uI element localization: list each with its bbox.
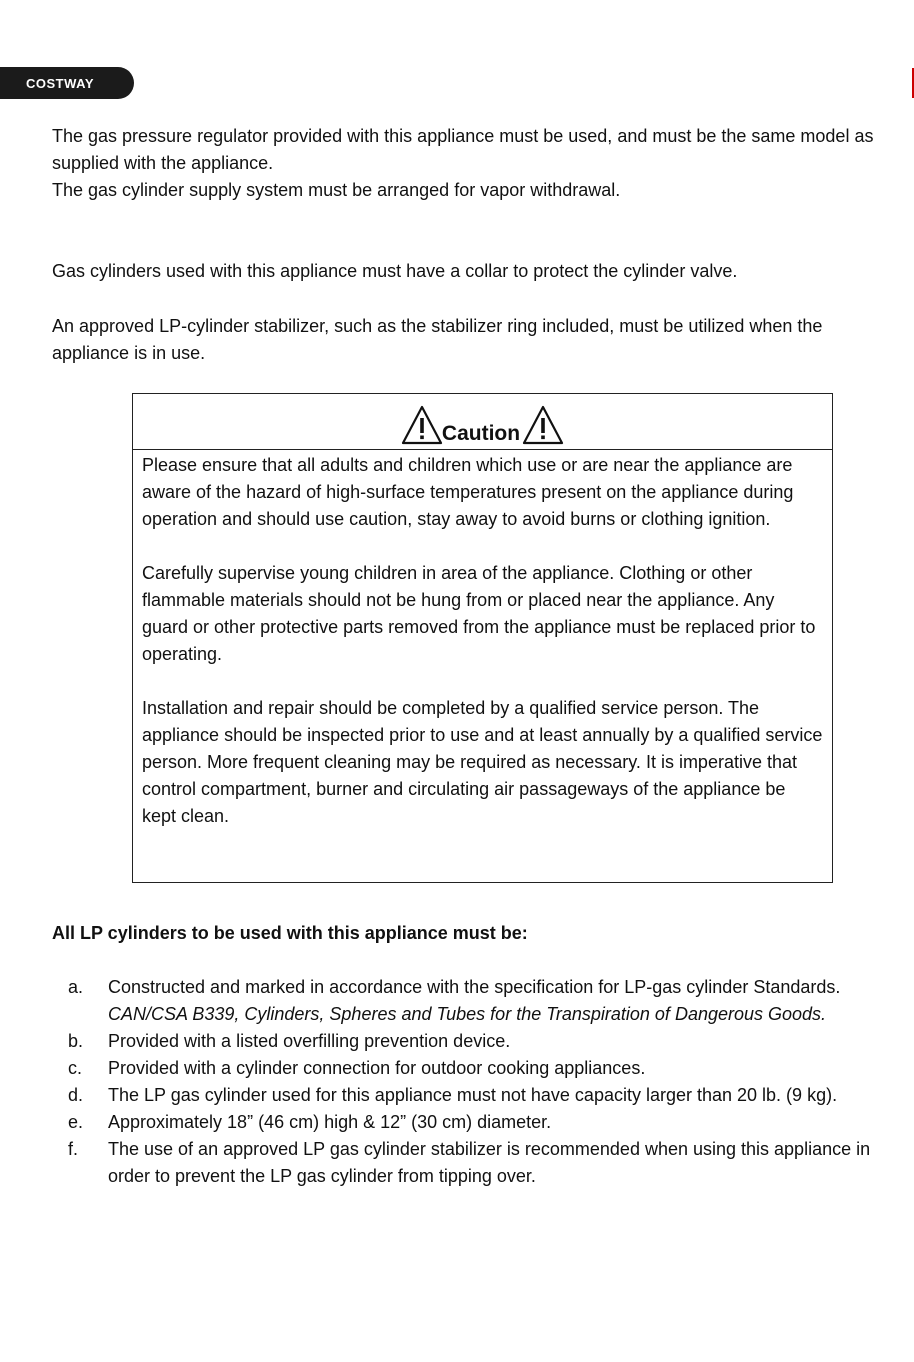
caution-paragraph-hot-surface: Please ensure that all adults and children which use or are near the appliance are aware of the hazard of high-surface temperatures present on the appliance during operation and should use caution, stay away to avoid burns or clothing ignition. xyxy=(142,455,794,529)
intro-collar-paragraph: Gas cylinders used with this appliance must have a collar to protect the cylinder valve. xyxy=(52,261,738,281)
intro-regulator-paragraph xyxy=(52,123,902,204)
list-item xyxy=(52,1136,897,1190)
list-item xyxy=(52,1082,897,1109)
list-item xyxy=(52,1109,897,1136)
list-item-text: Constructed and marked in accordance with the specification for LP-gas cylinder Standards. xyxy=(108,977,841,997)
list-item-text: Approximately 18” (46 cm) high & 12” (30 cm) diameter. xyxy=(108,1112,552,1132)
list-item-letter: f. xyxy=(68,1139,79,1159)
list-item-standard-title: CAN/CSA B339, Cylinders, Spheres and Tubes for the Transpiration of Dangerous Goods. xyxy=(108,1004,827,1024)
caution-box xyxy=(132,393,833,883)
intro-regulator-text: The gas pressure regulator provided with this appliance must be used, and must be the same model as supplied with the appliance. xyxy=(52,126,874,173)
requirements-list xyxy=(52,974,897,1190)
brand-name: COSTWAY xyxy=(25,75,95,91)
list-item-letter: c. xyxy=(68,1058,83,1078)
list-item-text: Provided with a listed overfilling prevention device. xyxy=(108,1031,511,1051)
list-item-text: The use of an approved LP gas cylinder stabilizer is recommended when using this appliance in order to prevent the LP gas cylinder from tipping over. xyxy=(108,1139,871,1186)
caution-paragraph-service: Installation and repair should be completed by a qualified service person. The appliance should be inspected prior to use and at least annually by a qualified service person. More frequent cleaning may be required as necessary. It is imperative that control compartment, burner and circulating air passageways of the appliance be kept clean. xyxy=(142,698,823,826)
warning-triangle-icon xyxy=(400,404,444,446)
list-item xyxy=(52,1028,897,1055)
requirements-heading: All LP cylinders to be used with this appliance must be: xyxy=(52,923,528,943)
list-item-text: The LP gas cylinder used for this appliance must not have capacity larger than 20 lb. (9 kg). xyxy=(108,1085,838,1105)
caution-title: Caution xyxy=(441,422,521,445)
intro-stabilizer-paragraph: An approved LP-cylinder stabilizer, such as the stabilizer ring included, must be utilized when the appliance is in use. xyxy=(52,316,823,363)
brand-logo xyxy=(0,67,134,99)
warning-triangle-icon xyxy=(521,404,565,446)
list-item-text: Provided with a cylinder connection for outdoor cooking appliances. xyxy=(108,1058,646,1078)
list-item-letter: a. xyxy=(68,977,84,997)
list-item xyxy=(52,974,897,1028)
caution-body xyxy=(133,450,832,830)
caution-header xyxy=(133,394,832,450)
list-item-letter: b. xyxy=(68,1031,84,1051)
list-item xyxy=(52,1055,897,1082)
intro-vapor-text: The gas cylinder supply system must be arranged for vapor withdrawal. xyxy=(52,180,621,200)
caution-paragraph-supervise: Carefully supervise young children in area of the appliance. Clothing or other flammable materials should not be hung from or placed near the appliance. Any guard or other protective parts removed from the appliance must be replaced prior to operating. xyxy=(142,563,816,664)
list-item-letter: d. xyxy=(68,1085,84,1105)
list-item-letter: e. xyxy=(68,1112,84,1132)
